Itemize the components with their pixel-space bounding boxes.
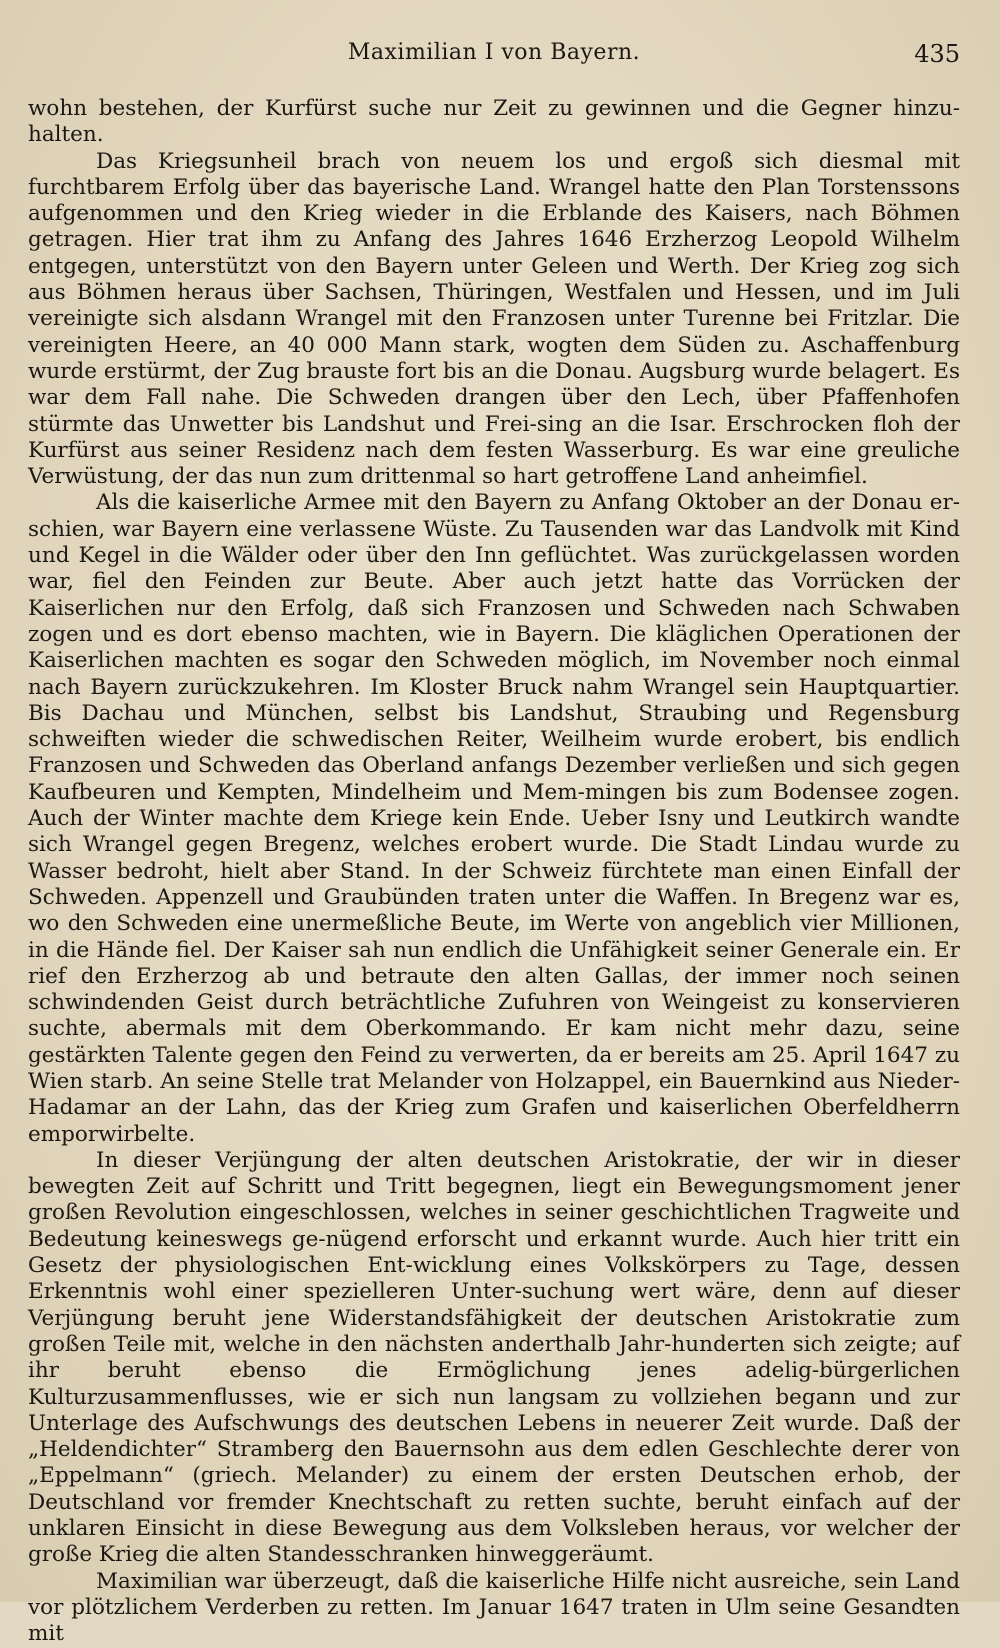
paragraph-verjuengung: In dieser Verjüngung der alten deutschen Aristokratie, der wir in dieser bewegten Zeit auf Schritt und Tritt begegnen, liegt ein Bewegungsmoment jener großen Revolution eingeschlossen, welches in seiner geschichtlichen Tragweite und Bedeutung keineswegs ge-nügend erforscht und erkannt wurde. Auch hier tritt ein Gesetz der physiologischen Ent-wicklung eines Volkskörpers zu Tage, dessen Erkenntnis wohl einer spezielleren Unter-suchung wert wäre, denn auf dieser Verjüngung beruht jene Widerstandsfähigkeit der deutschen Aristokratie zum großen Teile mit, welche in den nächsten anderthalb Jahr-hunderten sich zeigte; auf ihr beruht ebenso die Ermöglichung jenes adelig-bürgerlichen Kulturzusammenflusses, wie er sich nun langsam zu vollziehen begann und zur Unterlage des Aufschwungs des deutschen Lebens in neuerer Zeit wurde. Daß der „Heldendichter“ Stramberg den Bauernsohn aus dem edlen Geschlechte derer von „Eppelmann“ (griech. Melander) zu einem der ersten Deutschen erhob, der Deutschland vor fremder Knechtschaft zu retten suchte, beruht einfach auf der unklaren Einsicht in diese Bewegung aus dem Volksleben heraus, vor welcher der große Krieg die alten Standesschranken hinweggeräumt. <box>28 1147 960 1568</box>
page-number: 435 <box>914 40 960 68</box>
page-header <box>28 40 960 76</box>
paragraph-kaiserliche-armee: Als die kaiserliche Armee mit den Bayern zu Anfang Oktober an der Donau er-schien, war Bayern eine verlassene Wüste. Zu Tausenden war das Landvolk mit Kind und Kegel in die Wälder oder über den Inn geflüchtet. Was zurückgelassen worden war, fiel den Feinden zur Beute. Aber auch jetzt hatte das Vorrücken der Kaiserlichen nur den Erfolg, daß sich Franzosen und Schweden nach Schwaben zogen und es dort ebenso machten, wie in Bayern. Die kläglichen Operationen der Kaiserlichen machten es sogar den Schweden möglich, im November noch einmal nach Bayern zurückzukehren. Im Kloster Bruck nahm Wrangel sein Hauptquartier. Bis Dachau und München, selbst bis Landshut, Straubing und Regensburg schweiften wieder die schwedischen Reiter, Weilheim wurde erobert, bis endlich Franzosen und Schweden das Oberland anfangs Dezember verließen und sich gegen Kaufbeuren und Kempten, Mindelheim und Mem-mingen bis zum Bodensee zogen. Auch der Winter machte dem Kriege kein Ende. Ueber Isny und Leutkirch wandte sich Wrangel gegen Bregenz, welches erobert wurde. Die Stadt Lindau wurde zu Wasser bedroht, hielt aber Stand. In der Schweiz fürchtete man einen Einfall der Schweden. Appenzell und Graubünden traten unter die Waffen. In Bregenz war es, wo den Schweden eine unermeßliche Beute, im Werte von angeblich vier Millionen, in die Hände fiel. Der Kaiser sah nun endlich die Unfähigkeit seiner Generale ein. Er rief den Erzherzog ab und betraute den alten Gallas, der immer noch seinen schwindenden Geist durch beträchtliche Zufuhren von Weingeist zu konservieren suchte, abermals mit dem Oberkommando. Er kam nicht mehr dazu, seine gestärkten Talente gegen den Feind zu verwerten, da er bereits am 25. April 1647 zu Wien starb. An seine Stelle trat Melander von Holzappel, ein Bauernkind aus Nieder-Hadamar an der Lahn, das der Krieg zum Grafen und kaiserlichen Oberfeldherrn emporwirbelte. <box>28 490 960 1147</box>
body-text <box>28 96 960 1648</box>
running-title: Maximilian I von Bayern. <box>347 40 641 65</box>
paragraph-kriegsunheil: Das Kriegsunheil brach von neuem los und ergoß sich diesmal mit furchtbarem Erfolg über das bayerische Land. Wrangel hatte den Plan Torstenssons aufgenommen und den Krieg wieder in die Erblande des Kaisers, nach Böhmen getragen. Hier trat ihm zu Anfang des Jahres 1646 Erzherzog Leopold Wilhelm entgegen, unterstützt von den Bayern unter Geleen und Werth. Der Krieg zog sich aus Böhmen heraus über Sachsen, Thüringen, Westfalen und Hessen, und im Juli vereinigte sich alsdann Wrangel mit den Franzosen unter Turenne bei Fritzlar. Die vereinigten Heere, an 40 000 Mann stark, wogten dem Süden zu. Aschaffenburg wurde erstürmt, der Zug brauste fort bis an die Donau. Augsburg wurde belagert. Es war dem Fall nahe. Die Schweden drangen über den Lech, über Pfaffenhofen stürmte das Unwetter bis Landshut und Frei-sing an die Isar. Erschrocken floh der Kurfürst aus seiner Residenz nach dem festen Wasserburg. Es war eine greuliche Verwüstung, der das nun zum drittenmal so hart getroffene Land anheimfiel. <box>28 148 960 490</box>
paragraph-continuation: wohn bestehen, der Kurfürst suche nur Zeit zu gewinnen und die Gegner hinzu-halten. <box>28 96 960 148</box>
paragraph-maximilian: Maximilian war überzeugt, daß die kaiserliche Hilfe nicht ausreiche, sein Land vor plötzlichem Verderben zu retten. Im Januar 1647 traten in Ulm seine Gesandten mit <box>28 1568 960 1647</box>
